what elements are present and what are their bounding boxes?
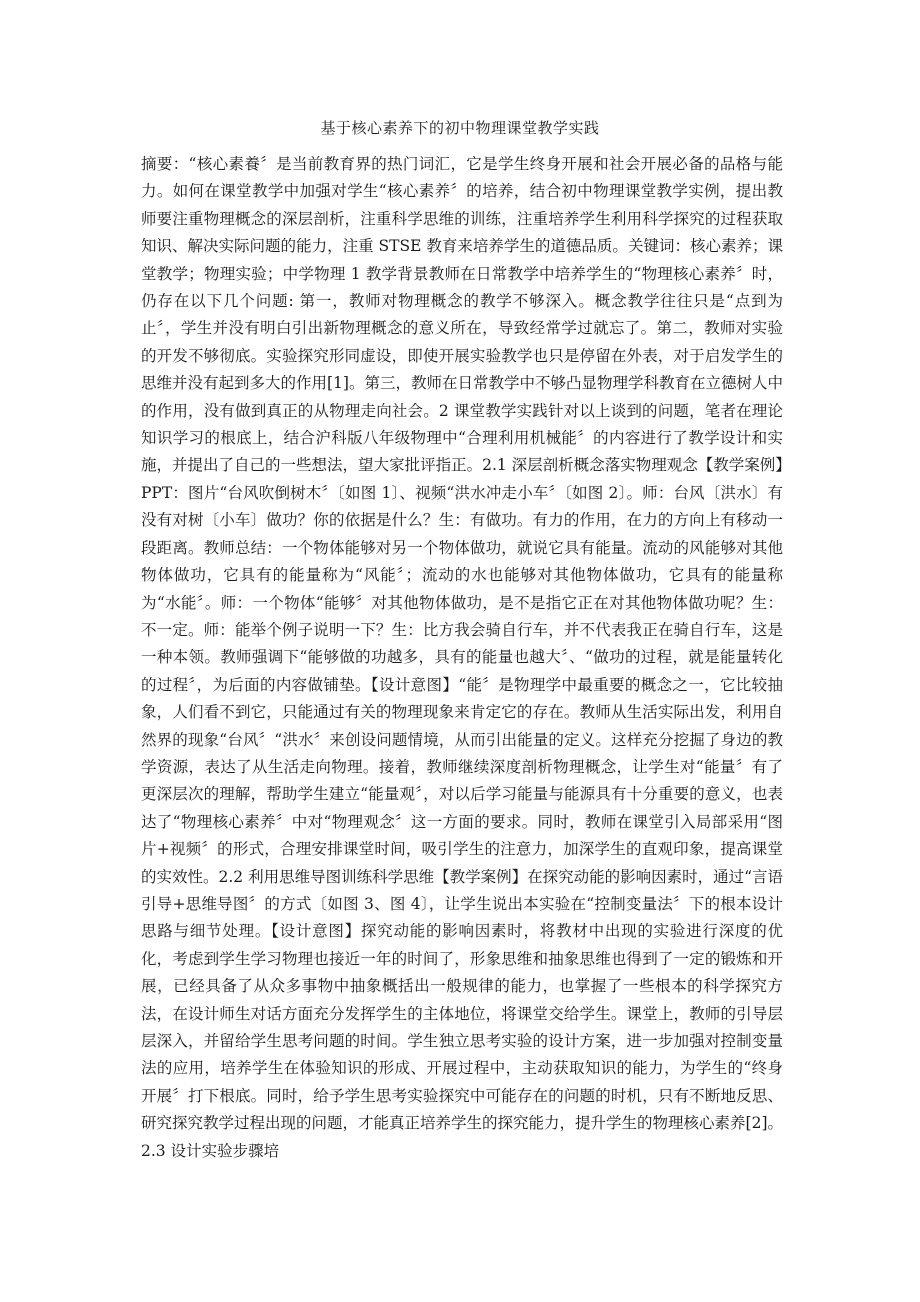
document-title: 基于核心素养下的初中物理课堂教学实践 bbox=[320, 119, 600, 137]
document-body: 摘要：“核心素養〞是当前教育界的热门词汇，它是学生终身开展和社会开展必备的品格与能力。如何在课堂教学中加强对学生“核心素养〞的培养，结合初中物理课堂教学实例，提出教师要注重物理概念的深层剖析，注重科学思维的训练，注重培养学生利用科学探究的过程获取知识、解决实际问题的能力，注重 STSE 教育来培养学生的道德品质。关键词：核心素养；课堂教学；物理实验；中学物理 1 教学背景教师在日常教学中培养学生的“物理核心素养〞时，仍存在以下几个问题: 第一，教师对物理概念的教学不够深入。概念教学往往只是“点到为止〞，学生并没有明白引出新物理概念的意义所在，导致经常学过就忘了。第二，教师对实验的开发不够彻底。实验探究形同虚设，即使开展实验教学也只是停留在外表，对于启发学生的思维并没有起到多大的作用[1]。第三，教师在日常教学中不够凸显物理学科教育在立德树人中的作用，没有做到真正的从物理走向社会。2 课堂教学实践针对以上谈到的问题，笔者在理论知识学习的根底上，结合沪科版八年级物理中“合理利用机械能〞的内容进行了教学设计和实施，并提出了自己的一些想法，望大家批评指正。2.1 深层剖析概念落实物理观念【教学案例】PPT：图片“台风吹倒树木〞〔如图 1〕、视频“洪水冲走小车〞〔如图 2〕。师：台风〔洪水〕有没有对树〔小车〕做功？你的依据是什么？生：有做功。有力的作用，在力的方向上有移动一段距离。教师总结：一个物体能够对另一个物体做功，就说它具有能量。流动的风能够对其他物体做功，它具有的能量称为“风能〞；流动的水也能够对其他物体做功，它具有的能量称为“水能〞。师：一个物体“能够〞对其他物体做功，是不是指它正在对其他物体做功呢？生：不一定。师：能举个例子说明一下？生：比方我会骑自行车，并不代表我正在骑自行车，这是一种本领。教师强调下“能够做的功越多，具有的能量也越大〞、“做功的过程，就是能量转化的过程〞，为后面的内容做铺垫。【设计意图】“能〞是物理学中最重要的概念之一，它比较抽象，人们看不到它，只能通过有关的物理现象来肯定它的存在。教师从生活实际出发，利用自然界的现象“台风〞“洪水〞来创设问题情境，从而引出能量的定义。这样充分挖掘了身边的教学资源，表达了从生活走向物理。接着，教师继续深度剖析物理概念，让学生对“能量〞有了更深层次的理解，帮助学生建立“能量观〞，对以后学习能量与能源具有十分重要的意义，也表达了“物理核心素养〞中对“物理观念〞这一方面的要求。同时，教师在课堂引入局部采用“图片+视频〞的形式，合理安排课堂时间，吸引学生的注意力，加深学生的直观印象，提高课堂的实效性。2.2 利用思维导图训练科学思维【教学案例】在探究动能的影响因素时，通过“言语引导+思维导图〞的方式〔如图 3、图 4〕，让学生说出本实验在“控制变量法〞下的根本设计思路与细节处理。【设计意图】探究动能的影响因素时，将教材中出现的实验进行深度的优化，考虑到学生学习物理也接近一年的时间了，形象思维和抽象思维也得到了一定的锻炼和开展，已经具备了从众多事物中抽象概括出一般规律的能力，也掌握了一些根本的科学探究方法，在设计师生对话方面充分发挥学生的主体地位，将课堂交给学生。课堂上，教师的引导层层深入，并留给学生思考问题的时间。学生独立思考实验的设计方案，进一步加强对控制变量法的应用，培养学生在体验知识的形成、开展过程中，主动获取知识的能力，为学生的“终身开展〞打下根底。同时，给予学生思考实验探究中可能存在的问题的时机，只有不断地反思、研究探究教学过程出现的问题，才能真正培养学生的探究能力，提升学生的物理核心素养[2]。2.3 设计实验步骤培 bbox=[141, 155, 784, 1160]
